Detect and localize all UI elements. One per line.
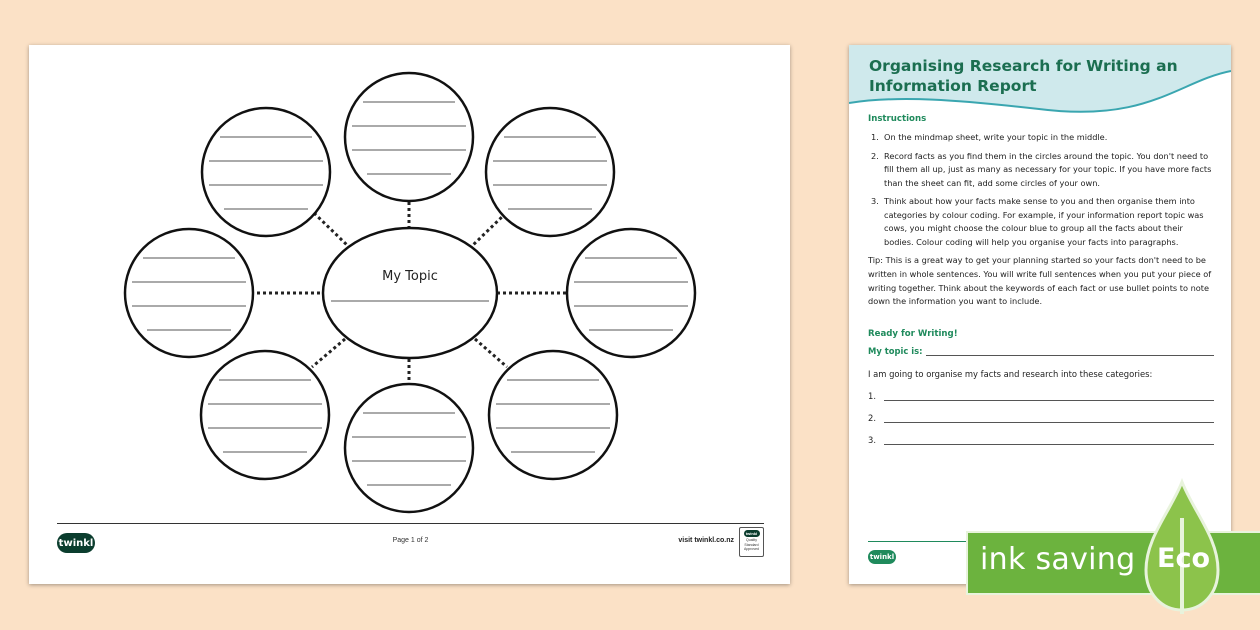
mindmap-sheet	[29, 45, 790, 584]
mindmap-footer	[57, 523, 764, 567]
topic-row	[868, 346, 1214, 356]
instruction-step	[868, 131, 1214, 145]
fact-circle-top	[345, 73, 473, 201]
instruction-step	[868, 150, 1214, 191]
step-text: On the mindmap sheet, write your topic in the middle.	[884, 132, 1108, 142]
fact-circle-top-right	[486, 108, 614, 236]
twinkl-logo[interactable]: twinkl	[57, 533, 95, 553]
step-text: Record facts as you find them in the circles around the topic. You don't need to fill them all up, just as many as necessary for your topic. If you have more facts than the sheet can fit, add some circles of your own.	[884, 150, 1212, 188]
category-write-line[interactable]	[884, 436, 1214, 445]
connector-top-left	[314, 213, 347, 245]
mindmap-diagram	[29, 45, 790, 584]
fact-circle-top-left	[202, 108, 330, 236]
category-number: 2.	[868, 413, 876, 424]
fact-circle-bottom-right	[489, 351, 617, 479]
badge-logo: twinkl	[744, 530, 760, 537]
topic-label: My topic is:	[868, 346, 923, 357]
connector-bottom-left	[312, 339, 345, 367]
ready-heading: Ready for Writing!	[868, 329, 958, 340]
category-row	[868, 391, 1214, 401]
step-text: Think about how your facts make sense to you and then organise them into categories by colour coding. For example, if your information report topic was cows, you might choose the colour blue to group all the facts about their bodies. Colour coding will help you organise your facts into paragraphs.	[884, 196, 1204, 247]
category-write-line[interactable]	[884, 392, 1214, 401]
topic-ellipse	[323, 228, 497, 358]
category-number: 1.	[868, 391, 876, 402]
page-number: Page 1 of 2	[392, 537, 429, 544]
quality-badge	[739, 527, 764, 557]
twinkl-logo[interactable]: twinkl	[868, 550, 896, 564]
fact-circle-bottom	[345, 384, 473, 512]
instruction-step	[868, 195, 1214, 249]
fact-circle-right	[567, 229, 695, 357]
fact-circle-left	[125, 229, 253, 357]
category-row	[868, 413, 1214, 423]
category-write-line[interactable]	[884, 414, 1214, 423]
step-number: 2.	[871, 150, 879, 161]
fact-circle-bottom-left	[201, 351, 329, 479]
tip-text: Tip: This is a great way to get your planning started so your facts don't need to be written in whole sentences. You will write full sentences when you put your piece of writing together. Think about the keywords of each fact or use bullet points to note down the information you want to include.	[868, 255, 1212, 307]
instructions-content	[868, 114, 1214, 445]
instructions-heading: Instructions	[868, 114, 927, 124]
topic-write-line[interactable]	[926, 347, 1214, 356]
topic-label: My Topic	[382, 269, 438, 284]
connector-bottom-right	[475, 339, 507, 367]
step-number: 3.	[871, 196, 879, 206]
eco-word: Eco	[1157, 543, 1210, 574]
instruction-steps	[868, 131, 1214, 249]
ink-saving-label: ink saving	[980, 542, 1136, 577]
badge-text: Quality Standard Approved	[744, 538, 759, 552]
category-number: 3.	[868, 435, 876, 446]
document-title: Organising Research for Writing an Information Report	[869, 57, 1178, 95]
organise-text: I am going to organise my facts and research into these categories:	[868, 369, 1153, 380]
connector-top-right	[473, 213, 506, 245]
website-link[interactable]: visit twinkl.co.nz	[678, 537, 734, 544]
step-number: 1.	[871, 132, 879, 142]
category-row	[868, 435, 1214, 445]
